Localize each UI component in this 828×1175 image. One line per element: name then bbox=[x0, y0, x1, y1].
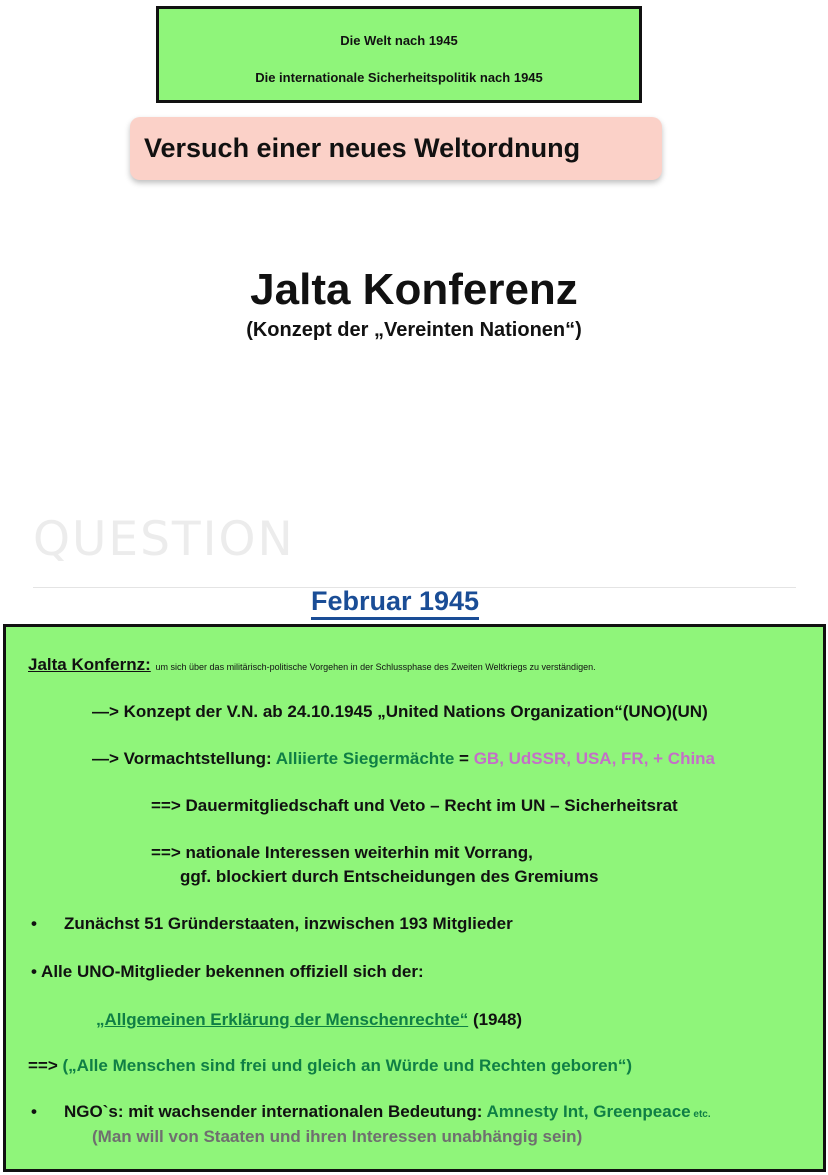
declaration-title: „Allgemeinen Erklärung der Menschenrechte“ bbox=[96, 1010, 469, 1029]
quote-arrow: ==> bbox=[28, 1056, 63, 1075]
line-interests-2: ggf. blockiert durch Entscheidungen des Gremiums bbox=[180, 867, 599, 886]
bullet-ngo: • bbox=[31, 1102, 37, 1121]
line-ngo-note: (Man will von Staaten und ihren Interessen unabhängig sein) bbox=[92, 1127, 583, 1146]
ngo-names: Amnesty Int, Greenpeace bbox=[486, 1102, 691, 1121]
page-title: Jalta Konferenz bbox=[250, 265, 578, 314]
line-vormacht bbox=[92, 749, 715, 769]
intro-label: Jalta Konfernz: bbox=[28, 655, 151, 674]
date-text: Februar 1945 bbox=[311, 586, 479, 620]
declaration-year: (1948) bbox=[468, 1010, 523, 1029]
line-quote bbox=[28, 1056, 632, 1076]
line-declaration bbox=[96, 1010, 522, 1030]
banner: Versuch einer neues Weltordnung bbox=[130, 117, 662, 180]
vormacht-equals: = bbox=[454, 749, 474, 768]
line-founders: Zunächst 51 Gründerstaaten, inzwischen 193 Mitglieder bbox=[64, 914, 513, 933]
header-line-2: Die internationale Sicherheitspolitik nach 1945 bbox=[255, 70, 543, 85]
watermark: QUESTION bbox=[33, 512, 295, 567]
vormacht-countries: GB, UdSSR, USA, FR, + China bbox=[473, 749, 716, 768]
line-interests-1: ==> nationale Interessen weiterhin mit Vorrang, bbox=[151, 843, 533, 862]
line-veto: ==> Dauermitgliedschaft und Veto – Recht im UN – Sicherheitsrat bbox=[151, 796, 678, 815]
header-box bbox=[156, 6, 642, 103]
vormacht-allies: Alliierte Siegermächte bbox=[275, 749, 455, 768]
line-concept: —> Konzept der V.N. ab 24.10.1945 „United Nations Organization“(UNO)(UN) bbox=[92, 702, 708, 721]
quote-text: („Alle Menschen sind frei und gleich an Würde und Rechten geboren“) bbox=[62, 1056, 633, 1075]
content-box bbox=[3, 624, 826, 1172]
line-ngo bbox=[64, 1102, 711, 1122]
header-line-1: Die Welt nach 1945 bbox=[340, 33, 458, 48]
date-heading bbox=[0, 586, 790, 617]
line-members: • Alle UNO-Mitglieder bekennen offiziell sich der: bbox=[31, 962, 424, 981]
intro-text: um sich über das militärisch-politische Vorgehen in der Schlussphase des Zweiten Weltkriegs zu verständigen. bbox=[155, 662, 596, 672]
intro-line bbox=[28, 655, 596, 675]
vormacht-label: —> Vormachtstellung: bbox=[92, 749, 276, 768]
ngo-label: NGO`s: mit wachsender internationalen Bedeutung: bbox=[64, 1102, 487, 1121]
page-subtitle: (Konzept der „Vereinten Nationen“) bbox=[246, 319, 582, 341]
bullet-founders: • bbox=[31, 914, 37, 933]
ngo-etc: etc. bbox=[690, 1109, 711, 1120]
